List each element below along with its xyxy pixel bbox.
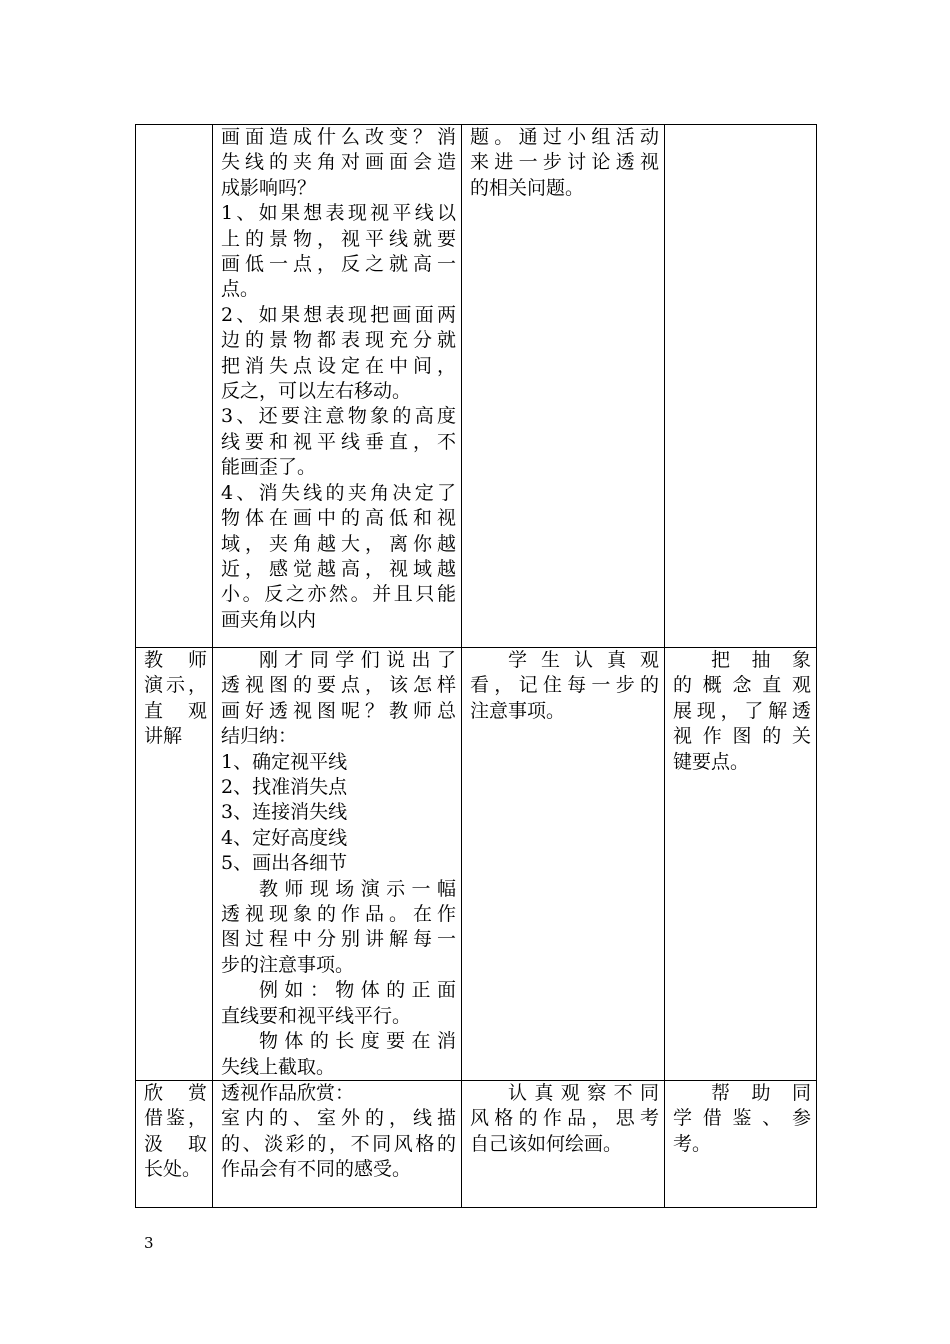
cell-text-line: 画好透视图呢？教师总 [221,699,456,722]
student-activity-cell [462,1080,665,1207]
cell-text-line: 把消失点设定在中间， [221,354,456,377]
table-row [136,648,817,1081]
cell-text-line: 演示， [144,674,207,697]
cell-text-line: 直线要和视平线平行。 [221,1004,412,1027]
cell-text-line: 把抽象 [711,649,811,671]
cell-text-line: 学借鉴、参 [673,1107,811,1130]
cell-text-line: 室内的、室外的，线描 [221,1107,456,1130]
table-row [136,125,817,648]
cell-text-line: 1、如果想表现视平线以 [221,202,456,225]
cell-text-line: 直 观 [144,699,207,722]
cell-text-line: 3、还要注意物象的高度 [221,405,456,428]
stage-cell [136,1080,213,1207]
cell-text-line: 点。 [221,278,260,301]
cell-text-line: 长处。 [144,1158,202,1181]
cell-text-line: 注意事项。 [470,699,566,722]
cell-text-line: 4、定好高度线 [221,826,348,849]
cell-text-line: 画面造成什么改变？消 [221,126,456,148]
cell-text-line: 物体在画中的高低和视 [221,507,456,530]
cell-text-line: 键要点。 [673,750,750,773]
cell-text-line: 步的注意事项。 [221,953,355,976]
cell-text-line: 教 师 [144,649,207,671]
cell-text-line: 图过程中分别讲解每一 [221,928,456,951]
cell-text-line: 来进一步讨论透视 [470,151,659,174]
cell-text-line: 3、连接消失线 [221,801,348,824]
cell-text-line: 域，夹角越大，离你越 [221,532,456,555]
cell-text-line: 透视图的要点，该怎样 [221,674,456,697]
student-activity-cell [462,125,665,648]
cell-text-line: 例如：物体的正面 [259,979,456,1002]
cell-text-line: 失线的夹角对画面会造 [221,151,456,174]
student-activity-cell [462,648,665,1081]
cell-text-line: 4、消失线的夹角决定了 [221,481,456,504]
teacher-activity-cell [213,648,462,1081]
stage-cell [136,125,213,648]
cell-text-line: 自己该如何绘画。 [470,1132,623,1155]
design-purpose-cell [665,125,817,648]
cell-text-line: 小。反之亦然。并且只能 [221,583,456,606]
design-purpose-cell [665,648,817,1081]
cell-text-line: 画低一点，反之就高一 [221,253,456,276]
teacher-activity-cell [213,1080,462,1207]
cell-text-line: 认真观察不同 [508,1081,659,1104]
teacher-activity-cell [213,125,462,648]
cell-text-line: 2、找准消失点 [221,776,348,799]
cell-text-line: 结归纳： [221,725,298,748]
cell-text-line: 透视作品欣赏： [221,1081,355,1104]
stage-cell [136,648,213,1081]
cell-text-line: 的概念直观 [673,674,811,697]
lesson-plan-table [135,124,817,1208]
cell-text-line: 展现，了解透 [673,699,811,722]
cell-text-line: 汲 取 [144,1132,207,1155]
page-number: 3 [144,1234,154,1252]
cell-text-line: 教师现场演示一幅 [259,877,456,900]
cell-text-line: 反之，可以左右移动。 [221,380,412,403]
cell-text-line: 的相关问题。 [470,176,585,199]
cell-text-line: 视作图的关 [673,725,811,748]
cell-text-line: 近，感觉越高，视域越 [221,557,456,580]
cell-text-line: 画夹角以内 [221,608,317,631]
cell-text-line: 1、确定视平线 [221,750,348,773]
cell-text-line: 刚才同学们说出了 [259,649,456,671]
cell-text-line: 借鉴， [144,1107,207,1130]
cell-text-line: 欣 赏 [144,1081,207,1104]
cell-text-line: 边的景物都表现充分就 [221,329,456,352]
cell-text-line: 讲解 [144,725,183,748]
cell-text-line: 风格的作品，思考 [470,1107,659,1130]
table-row [136,1080,817,1207]
cell-text-line: 5、画出各细节 [221,852,348,875]
cell-text-line: 上的景物，视平线就要 [221,227,456,250]
cell-text-line: 题。通过小组活动 [470,126,659,148]
cell-text-line: 作品会有不同的感受。 [221,1158,412,1181]
design-purpose-cell [665,1080,817,1207]
cell-text-line: 能画歪了。 [221,456,317,479]
cell-text-line: 学生认真观 [508,649,659,671]
cell-text-line: 帮助同 [711,1081,811,1104]
cell-text-line: 看，记住每一步的 [470,674,659,697]
cell-text-line: 的、淡彩的，不同风格的 [221,1132,456,1155]
cell-text-line: 成影响吗？ [221,176,317,199]
cell-text-line: 2、如果想表现把画面两 [221,303,456,326]
cell-text-line: 失线上截取。 [221,1055,336,1078]
cell-text-line: 线要和视平线垂直，不 [221,430,456,453]
cell-text-line: 物体的长度要在消 [259,1030,456,1053]
cell-text-line: 考。 [673,1132,712,1155]
cell-text-line: 透视现象的作品。在作 [221,903,456,926]
